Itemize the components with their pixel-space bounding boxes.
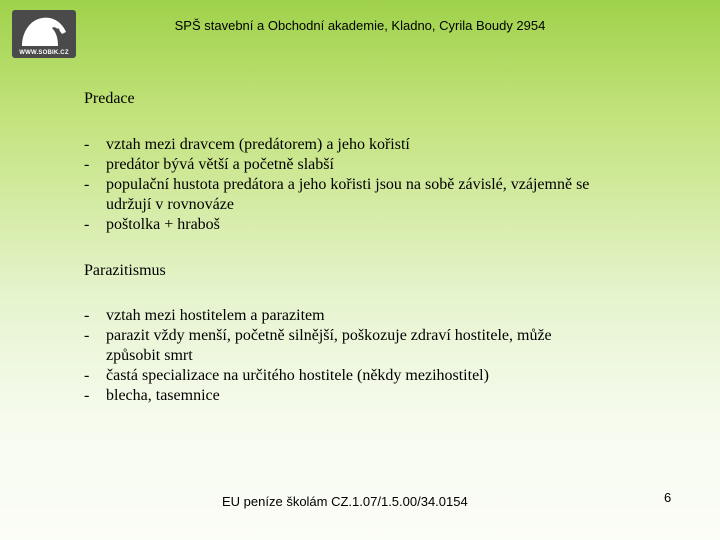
footer-text: EU peníze školám CZ.1.07/1.5.00/34.0154	[222, 494, 468, 509]
list-item: - parazit vždy menší, početně silnější, poškozuje zdraví hostitele, může způsobit smrt	[84, 327, 552, 364]
list-item: - častá specializace na určitého hostitele (někdy mezihostitel)	[84, 367, 489, 384]
header-title: SPŠ stavební a Obchodní akademie, Kladno, Cyrila Boudy 2954	[174, 18, 546, 33]
parazitismus-bullet-list	[84, 306, 604, 406]
logo-text: WWW.SOBIK.CZ	[19, 50, 69, 56]
list-item: - blecha, tasemnice	[84, 387, 220, 404]
list-item: - vztah mezi hostitelem a parazitem	[84, 307, 325, 324]
page-number: 6	[664, 490, 672, 505]
list-item: - vztah mezi dravcem (predátorem) a jeho kořistí	[84, 136, 410, 153]
section-heading-predace: Predace	[84, 90, 135, 107]
list-item: - predátor bývá větší a početně slabší	[84, 156, 334, 173]
list-item: - poštolka + hraboš	[84, 216, 220, 233]
predace-bullet-list	[84, 135, 604, 235]
section-heading-parazitismus: Parazitismus	[84, 262, 166, 279]
list-item: - populační hustota predátora a jeho kořisti jsou na sobě závislé, vzájemně se udržují v rovnováze	[84, 176, 590, 213]
